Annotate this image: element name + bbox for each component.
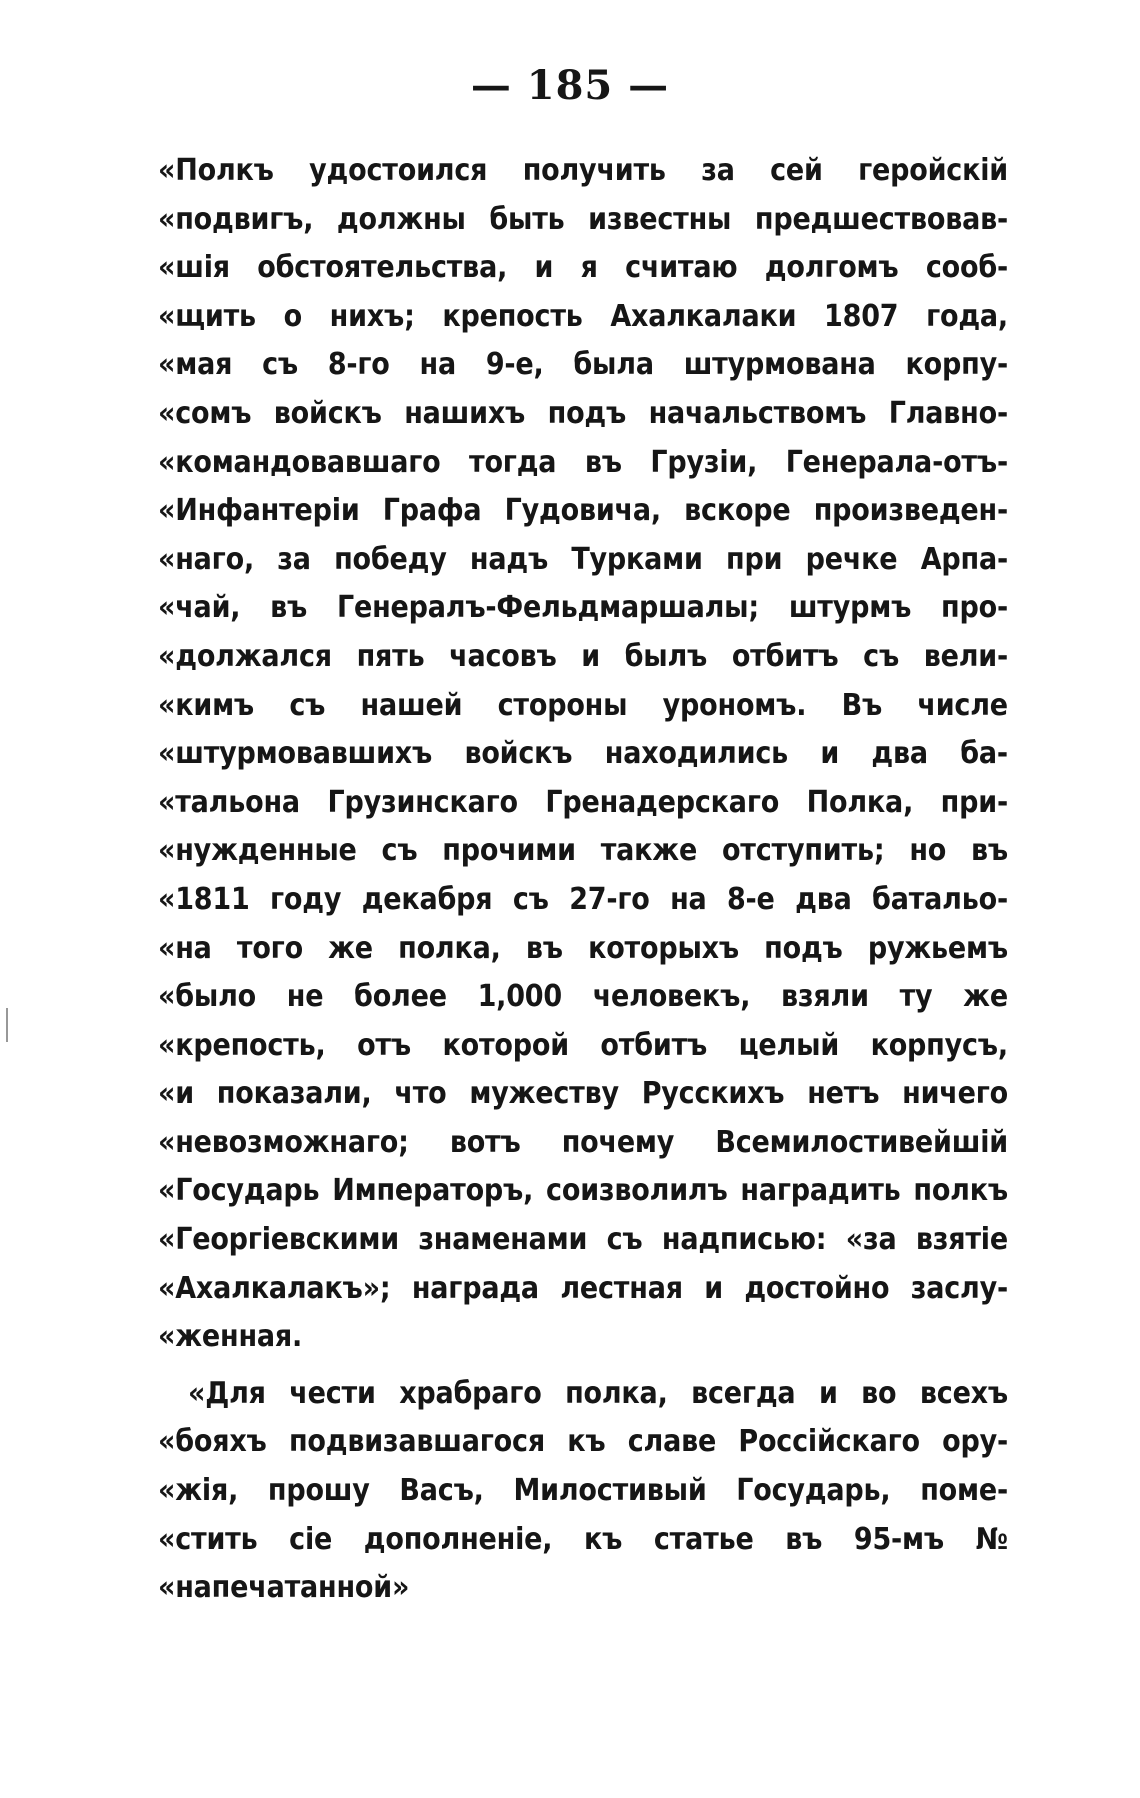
text-line: «штурмовавшихъ войскъ находились и два ба- <box>158 736 1008 772</box>
text-line: «Ахалкалакъ»; награда лестная и достойно заслу- <box>158 1270 1008 1306</box>
text-line: «кимъ съ нашей стороны урономъ. Въ числе <box>158 687 1008 723</box>
text-line: «Для чести храбраго полка, всегда и во всехъ <box>188 1375 1008 1411</box>
text-line: «на того же полка, въ которыхъ подъ ружьемъ <box>158 930 1008 966</box>
text-line: «чай, въ Генералъ-Фельдмаршалы; штурмъ про- <box>158 590 1008 626</box>
text-line: «1811 году декабря съ 27-го на 8-е два батальо- <box>158 881 1008 917</box>
text-line: «мая съ 8-го на 9-е, была штурмована корпу- <box>158 347 1008 383</box>
text-line: «должался пять часовъ и былъ отбитъ съ вели- <box>158 638 1008 674</box>
text-line: «женная. <box>158 1319 303 1355</box>
text-line: «Георгіевскими знаменами съ надписью: «за взятіе <box>158 1222 1008 1258</box>
text-line: «щить о нихъ; крепость Ахалкалаки 1807 года, <box>158 298 1008 334</box>
paragraph-2 <box>158 1370 1008 1613</box>
text-line: «тальона Грузинскаго Гренадерскаго Полка, при- <box>158 784 1008 820</box>
text-line: «шія обстоятельства, и я считаю долгомъ сооб- <box>158 250 1008 286</box>
text-line: «жія, прошу Васъ, Милостивый Государь, поме- <box>158 1473 1008 1509</box>
text-line: «Полкъ удостоился получить за сей геройскій <box>158 153 1008 188</box>
body-text <box>158 147 1008 1613</box>
text-line: «Инфантеріи Графа Гудовича, вскоре произведен- <box>158 493 1008 529</box>
text-line: «и показали, что мужеству Русскихъ нетъ ничего <box>158 1076 1008 1112</box>
text-line: «крепость, отъ которой отбитъ целый корпусъ, <box>158 1027 1008 1063</box>
text-line: «подвигъ, должны быть известны предшествовав- <box>158 201 1008 237</box>
text-line: «стить сіе дополненіе, къ статье въ 95-мъ № <box>158 1521 1008 1557</box>
page-number: — 185 — <box>470 62 670 109</box>
text-line: «было не более 1,000 человекъ, взяли ту же <box>158 979 1008 1015</box>
text-line: «сомъ войскъ нашихъ подъ начальствомъ Главно- <box>158 395 1008 431</box>
text-line: «нужденные съ прочими также отступить; но въ <box>158 833 1008 869</box>
text-line: «бояхъ подвизавшагося къ славе Россійскаго ору- <box>158 1424 1008 1460</box>
text-line: «Государь Императоръ, соизволилъ наградить полкъ <box>158 1173 1008 1209</box>
text-line: «невозможнаго; вотъ почему Всемилостивейшій <box>158 1124 1008 1160</box>
margin-mark <box>6 1008 8 1042</box>
text-line: «напечатанной» <box>158 1570 410 1606</box>
text-line: «командовавшаго тогда въ Грузіи, Генерала-отъ- <box>158 444 1008 480</box>
paragraph-1 <box>158 147 1008 1362</box>
text-line: «наго, за победу надъ Турками при речке Арпа- <box>158 541 1008 577</box>
